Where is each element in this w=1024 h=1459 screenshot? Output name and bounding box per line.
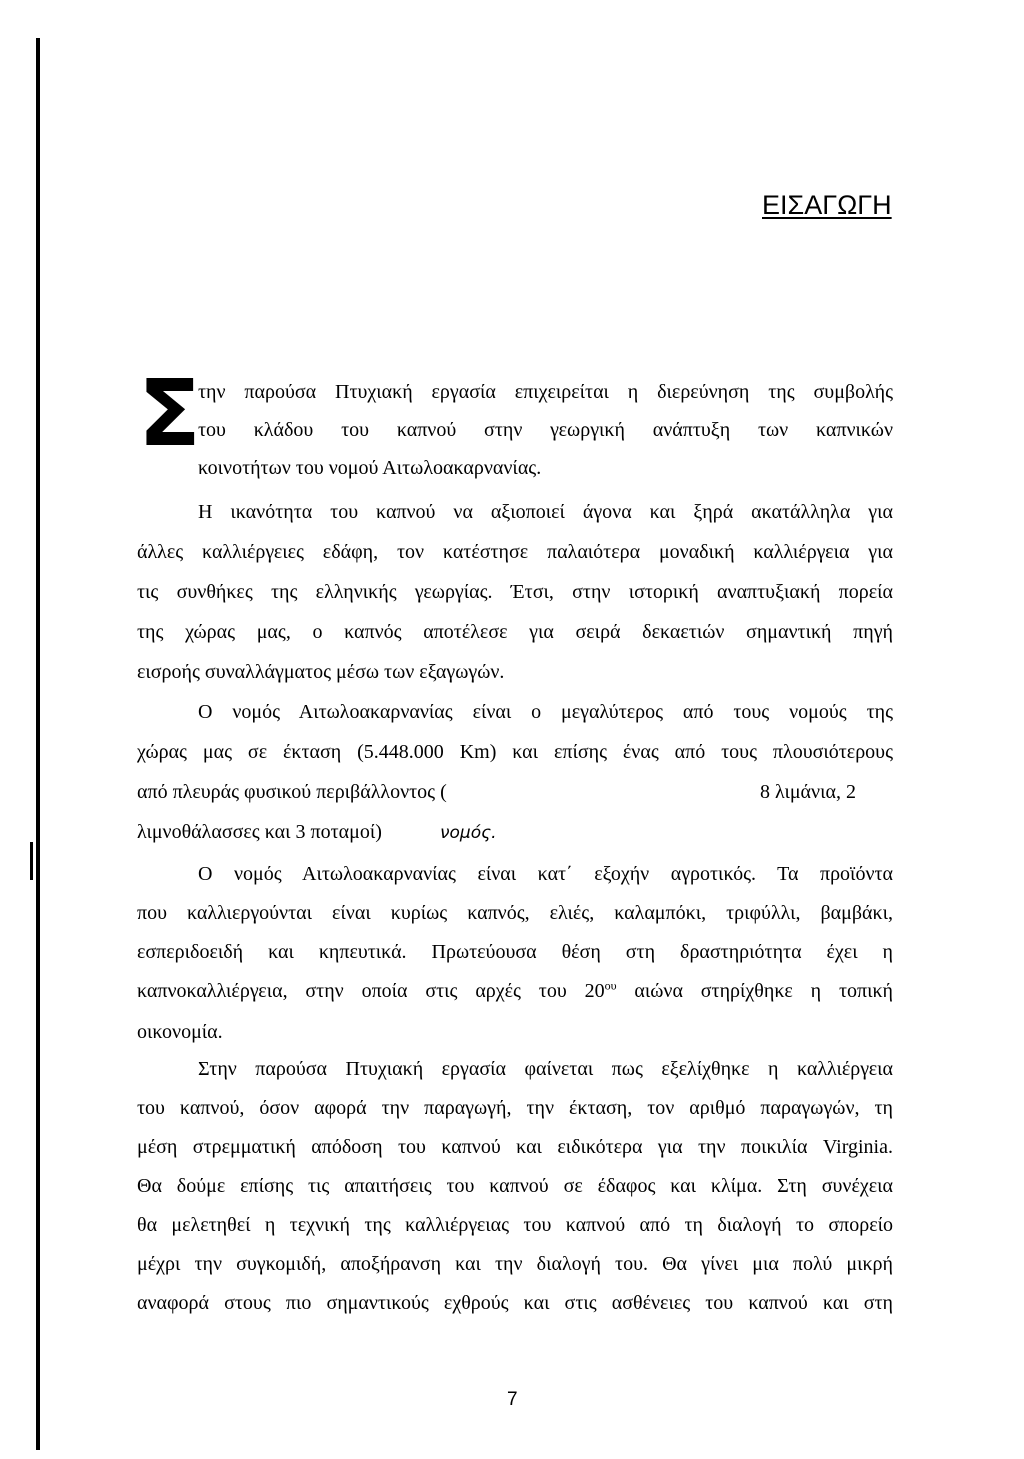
text-line: την παρούσα Πτυχιακή εργασία επιχειρείται η διερεύνηση της συμβολής [198,381,893,403]
text-line: του καπνού, όσον αφορά την παραγωγή, την έκταση, τον αριθμό παραγωγών, τη [137,1097,893,1119]
text-line: που καλλιεργούνται είναι κυρίως καπνός, ελιές, καλαμπόκι, τριφύλλι, βαμβάκι, [137,902,893,924]
text-line: κοινοτήτων του νομού Αιτωλοακαρνανίας. [198,457,542,479]
scan-margin-bar [36,38,40,1450]
text-line: Ο νομός Αιτωλοακαρνανίας είναι κατ΄ εξοχήν αγροτικός. Τα προϊόντα [198,863,893,885]
text-line: θα μελετηθεί η τεχνική της καλλιέργειας του καπνού από τη διαλογή το σπορείο [137,1214,893,1236]
text-line: τις συνθήκες της ελληνικής γεωργίας. Έτσι, στην ιστορική αναπτυξιακή πορεία [137,581,893,603]
page-number: 7 [507,1389,518,1410]
scan-margin-mark [30,842,33,880]
text-line: εσπεριδοειδή και κηπευτικά. Πρωτεύουσα θέση στη δραστηριότητα έχει η [137,941,893,963]
text-line: από πλευράς φυσικού περιβάλλοντος ( [137,781,447,803]
text-line: Ο νομός Αιτωλοακαρνανίας είναι ο μεγαλύτερος από τους νομούς της [198,701,893,723]
text-line: του κλάδου του καπνού στην γεωργική ανάπτυξη των καπνικών [198,419,893,441]
text-line: Η ικανότητα του καπνού να αξιοποιεί άγονα και ξηρά ακατάλληλα για [198,501,893,523]
text-line: οικονομία. [137,1021,223,1043]
handwritten-insert: 8 λιμάνια, 2 [760,781,856,803]
handwritten-insert: λιμνοθάλασσες και 3 ποταμοί) [137,821,382,843]
text-line: άλλες καλλιέργειες εδάφη, τον κατέστησε παλαιότερα μοναδική καλλιέργεια για [137,541,893,563]
drop-cap: Σ [138,360,201,467]
text-line: αναφορά στους πιο σημαντικούς εχθρούς και στις ασθένειες του καπνού και στη [137,1292,893,1314]
handwritten-insert: νομός. [440,823,497,843]
text-line: της χώρας μας, ο καπνός αποτέλεσε για σειρά δεκαετιών σημαντική πηγή [137,621,893,643]
text-line: χώρας μας σε έκταση (5.448.000 Km) και επίσης ένας από τους πλουσιότερους [137,741,893,763]
text-line: μέχρι την συγκομιδή, αποξήρανση και την διαλογή του. Θα γίνει μια πολύ μικρή [137,1253,893,1275]
text-line: εισροής συναλλάγματος μέσω των εξαγωγών. [137,661,505,683]
page-title: ΕΙΣΑΓΩΓΗ [762,190,892,220]
text-line: Στην παρούσα Πτυχιακή εργασία φαίνεται πως εξελίχθηκε η καλλιέργεια [198,1058,893,1080]
text-line: μέση στρεμματική απόδοση του καπνού και ειδικότερα για την ποικιλία Virginia. [137,1136,893,1158]
text-line: Θα δούμε επίσης τις απαιτήσεις του καπνού σε έδαφος και κλίμα. Στη συνέχεια [137,1175,893,1197]
text-line: καπνοκαλλιέργεια, στην οποία στις αρχές του $20^{o\upsilon}$ αιώνα στηρίχθηκε η τοπική [137,978,893,1002]
